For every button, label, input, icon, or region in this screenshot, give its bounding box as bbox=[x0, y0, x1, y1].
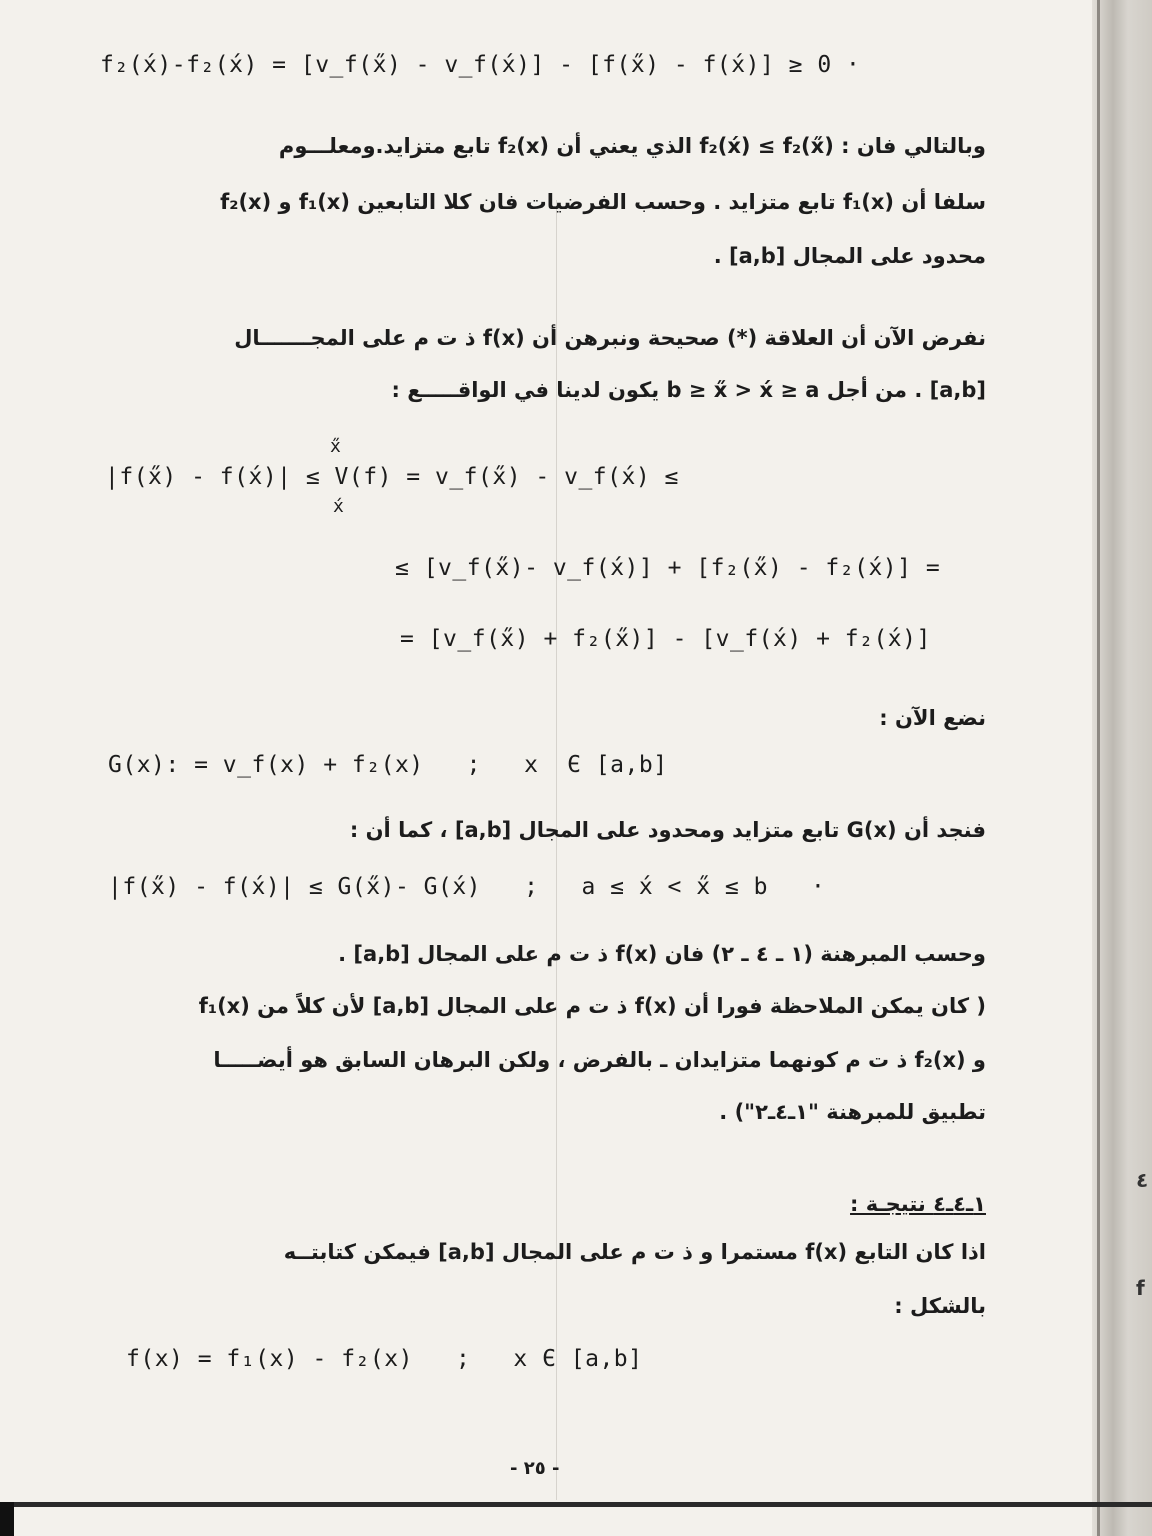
paragraph-1-line-3: محدود على المجال [a,b] . bbox=[713, 244, 986, 268]
equation-6: |f(x̋) - f(x́)| ≤ G(x̋)- G(x́) ; a ≤ x́ < x̋ ≤ b · bbox=[108, 874, 826, 900]
paragraph-4: فنجد أن G(x) تابع متزايد ومحدود على المجال [a,b] ، كما أن : bbox=[349, 818, 986, 842]
equation-3: ≤ [v_f(x̋)- v_f(x́)] + [f₂(x̋) - f₂(x́)] = bbox=[395, 555, 941, 581]
margin-mark-1: ٤ bbox=[1136, 1168, 1149, 1192]
paragraph-3: نضع الآن : bbox=[879, 706, 986, 730]
page-edge-shadow bbox=[1092, 0, 1152, 1536]
equation-2: |f(x̋) - f(x́)| ≤ V(f) = v_f(x̋) - v_f(x́) ≤ bbox=[105, 464, 679, 490]
equation-5: G(x): = v_f(x) + f₂(x) ; x Є [a,b] bbox=[108, 752, 668, 778]
paragraph-6-line-1: اذا كان التابع f(x) مستمرا و ذ ت م على المجال [a,b] فيمكن كتابتــه bbox=[283, 1240, 986, 1264]
paragraph-5-line-2: ( كان يمكن الملاحظة فورا أن f(x) ذ ت م على المجال [a,b] لأن كلاً من f₁(x) bbox=[198, 994, 986, 1018]
paragraph-5-line-4: تطبيق للمبرهنة "١ـ٤ـ٢") . bbox=[719, 1100, 986, 1124]
variation-upper-limit: x̋ bbox=[330, 436, 342, 457]
equation-4: = [v_f(x̋) + f₂(x̋)] - [v_f(x́) + f₂(x́)] bbox=[400, 626, 931, 652]
section-heading: ١ـ٤ـ٤ نتيجـة : bbox=[850, 1192, 986, 1216]
bottom-rule bbox=[0, 1502, 1152, 1507]
paragraph-5-line-1: وحسب المبرهنة (١ ـ ٤ ـ ٢) فان f(x) ذ ت م على المجال [a,b] . bbox=[338, 942, 986, 966]
paragraph-2-line-1: نفرض الآن أن العلاقة (*) صحيحة ونبرهن أن f(x) ذ ت م على المجـــــــال bbox=[234, 326, 986, 350]
paragraph-1-line-1: وبالتالي فان : f₂(x́) ≤ f₂(x̋) الذي يعني أن f₂(x) تابع متزايد.ومعلـــوم bbox=[278, 134, 986, 158]
paragraph-2-line-2: [a,b] . من أجل b ≥ x̋ > x́ ≥ a يكون لدينا في الواقـــــع : bbox=[391, 378, 986, 402]
scan-edge bbox=[0, 1502, 14, 1536]
paragraph-5-line-3: و f₂(x) ذ ت م كونهما متزايدان ـ بالفرض ، ولكن البرهان السابق هو أيضـــــا bbox=[213, 1048, 986, 1072]
page-number: - ٢٥ - bbox=[510, 1458, 560, 1479]
paragraph-1-line-2: سلفا أن f₁(x) تابع متزايد . وحسب الفرضيات فان كلا التابعين f₁(x) و f₂(x) bbox=[220, 190, 986, 214]
equation-1: f₂(x́)-f₂(x́) = [v_f(x̋) - v_f(x́)] - [f(x̋) - f(x́)] ≥ 0 · bbox=[100, 52, 861, 78]
equation-7: f(x) = f₁(x) - f₂(x) ; x Є [a,b] bbox=[126, 1346, 643, 1372]
margin-mark-2: f bbox=[1136, 1276, 1145, 1300]
binding-line bbox=[1097, 0, 1100, 1536]
paragraph-6-line-2: بالشكل : bbox=[894, 1294, 986, 1318]
variation-lower-limit: x́ bbox=[333, 496, 345, 517]
